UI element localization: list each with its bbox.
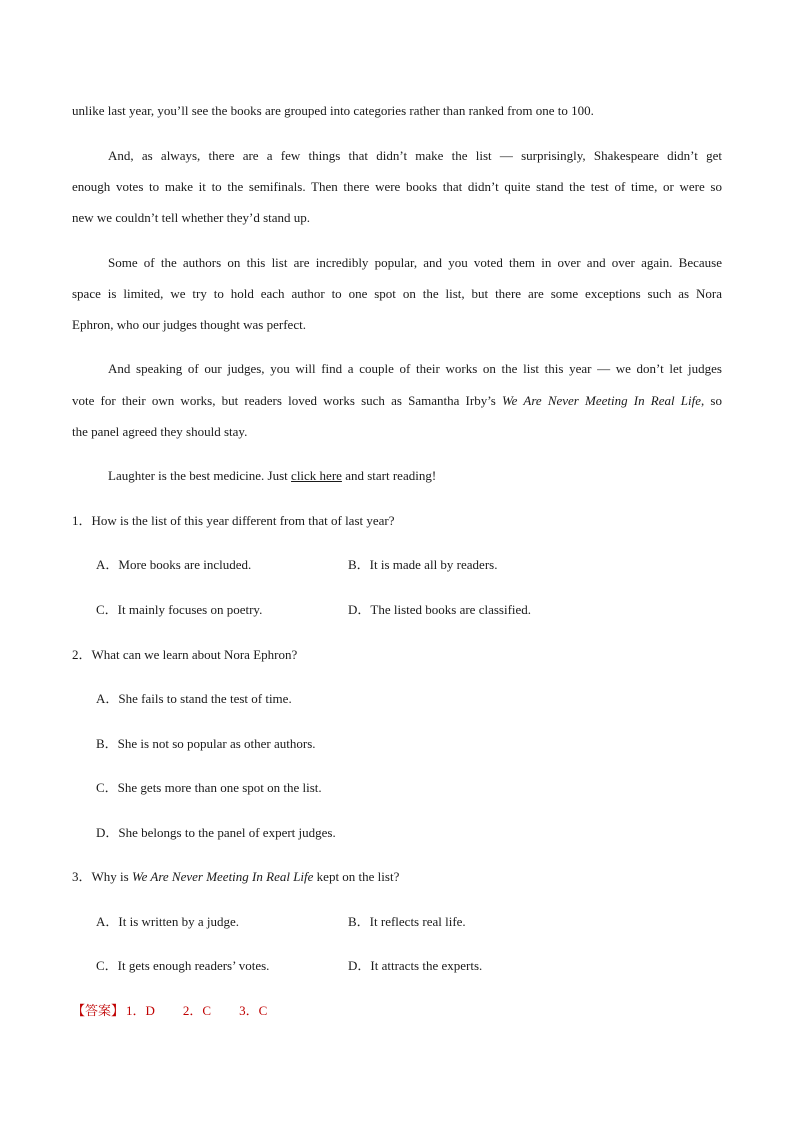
question-2-option-d[interactable]: D．She belongs to the panel of expert judges. [96,825,336,840]
question-2-option-c[interactable]: C．She gets more than one spot on the list. [96,780,322,795]
question-3-stem-text: 3．Why is [72,869,132,884]
click-here-link[interactable]: click here [291,468,342,483]
book-title-italic: We Are Never Meeting In Real Life [502,393,702,408]
answer-label: 【答案】 [72,1003,125,1018]
question-1-option-d[interactable]: D．The listed books are classified. [348,602,532,617]
question-3-stem-end: kept on the list? [313,869,400,884]
paragraph-4-line-3: the panel agreed they should stay. [72,424,248,439]
paragraph-3-line-2: space is limited, we try to hold each author to one spot on the list, but there are some exceptions such as Nora [72,286,722,301]
paragraph-4-line-1: And speaking of our judges, you will find a couple of their works on the list this year — we don’t let judges [108,361,722,376]
question-3-option-b[interactable]: B．It reflects real life. [348,914,466,929]
paragraph-2-line-1: And, as always, there are a few things that didn’t make the list — surprisingly, Shakespeare didn’t get [108,148,722,163]
paragraph-1-last-line: unlike last year, you’ll see the books are grouped into categories rather than ranked from one to 100. [72,103,594,118]
paragraph-5-text: Laughter is the best medicine. Just [108,468,292,483]
answer-1: 1．D [126,1003,155,1018]
question-2-stem: 2．What can we learn about Nora Ephron? [72,647,298,662]
answer-key [72,1003,267,1019]
question-1-stem: 1．How is the list of this year different from that of last year? [72,513,395,528]
paragraph-3-line-1: Some of the authors on this list are incredibly popular, and you voted them in over and over again. Because [108,255,722,270]
question-3-stem [72,869,399,885]
paragraph-2-line-3: new we couldn’t tell whether they’d stand up. [72,210,311,225]
question-2-option-a[interactable]: A．She fails to stand the test of time. [96,691,292,706]
question-1-option-a[interactable]: A．More books are included. [96,557,252,572]
paragraph-5 [108,468,436,484]
question-3-option-d[interactable]: D．It attracts the experts. [348,958,483,973]
paragraph-4-line-2-end: , so [701,393,722,408]
paragraph-4-line-2-text: vote for their own works, but readers loved works such as Samantha Irby’s [72,393,503,408]
answer-3: 3．C [239,1003,268,1018]
answer-2: 2．C [182,1003,212,1018]
question-2-option-b[interactable]: B．She is not so popular as other authors. [96,736,316,751]
question-1-option-c[interactable]: C．It mainly focuses on poetry. [96,602,263,617]
question-3-option-c[interactable]: C．It gets enough readers’ votes. [96,958,270,973]
question-3-option-a[interactable]: A．It is written by a judge. [96,914,239,929]
question-3-book-title: We Are Never Meeting In Real Life [131,869,314,884]
paragraph-3-line-3: Ephron, who our judges thought was perfect. [72,317,306,332]
question-1-option-b[interactable]: B．It is made all by readers. [348,557,498,572]
paragraph-5-end: and start reading! [341,468,437,483]
paragraph-4-line-2 [72,393,722,409]
paragraph-2-line-2: enough votes to make it to the semifinals. Then there were books that didn’t quite stand the test of time, or were so [72,179,722,194]
